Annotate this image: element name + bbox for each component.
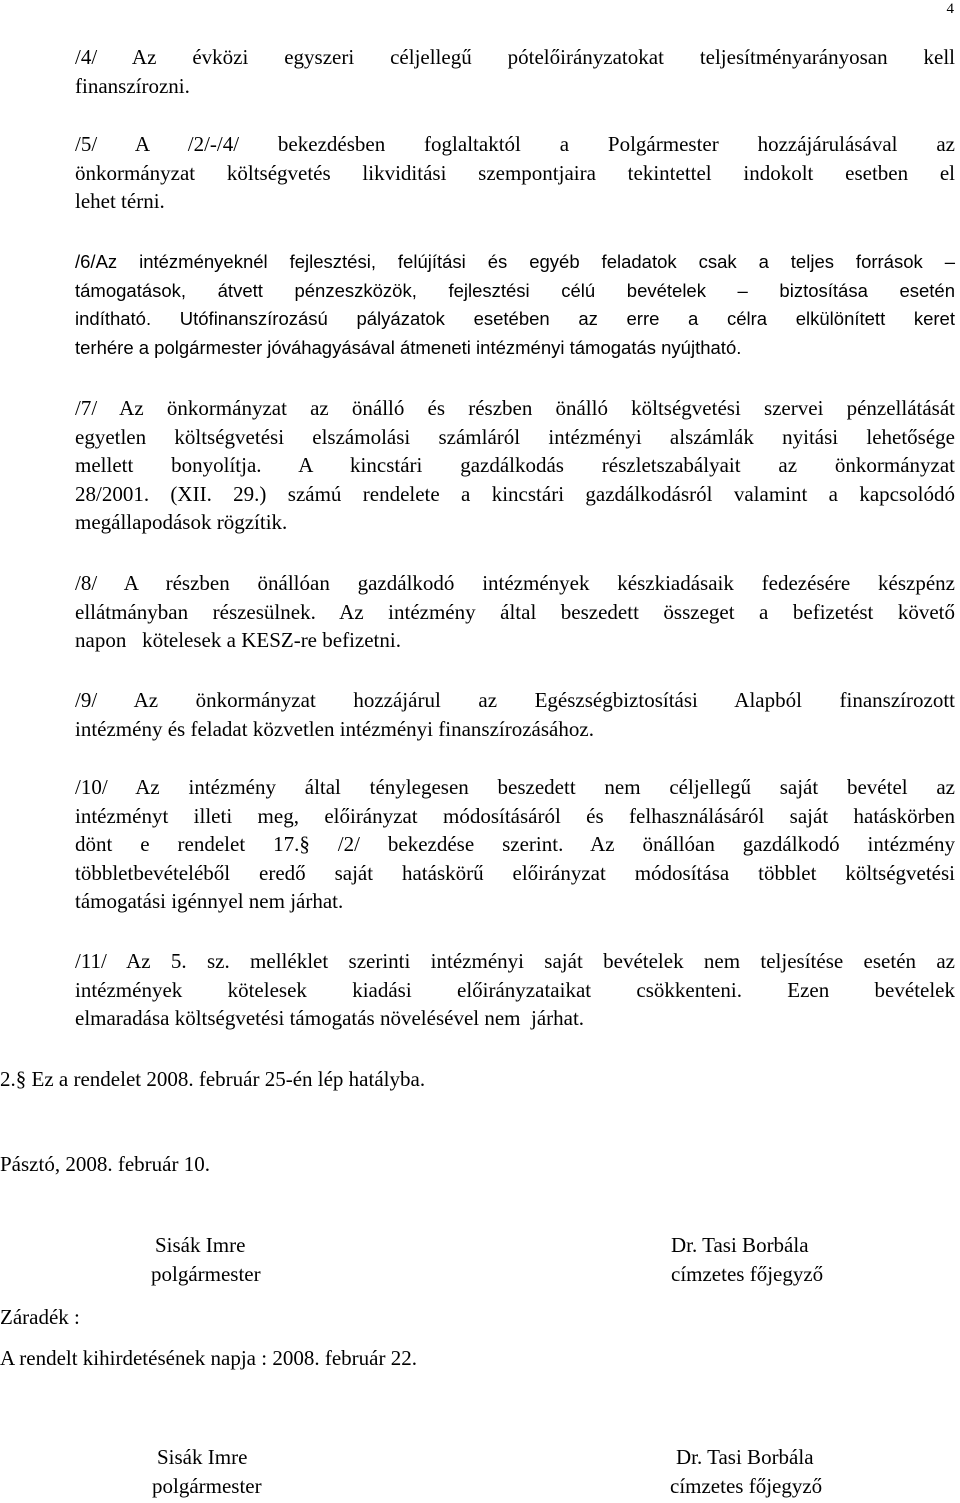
paragraph-line: támogatások, átvett pénzeszközök, fejlesztési célú bevételek – biztosítása esetén	[75, 279, 955, 301]
paragraph-10	[75, 773, 955, 916]
paragraph-line: napon kötelesek a KESZ-re befizetni.	[75, 628, 401, 652]
paragraph-line: intézmény és feladat közvetlen intézményi finanszírozásához.	[75, 716, 594, 741]
paragraph-line: lehet térni.	[75, 189, 165, 213]
zaradek-label: Záradék :	[0, 1305, 80, 1329]
section-2-effective-date: 2.§ Ez a rendelet 2008. február 25-én lép hatályba.	[0, 1067, 426, 1091]
signature-right-title: címzetes főjegyző	[671, 1262, 824, 1286]
paragraph-5	[75, 130, 955, 216]
signature-left-name: Sisák Imre	[155, 1233, 246, 1257]
paragraph-line: támogatási igénnyel nem járhat.	[75, 889, 344, 913]
announcement-date: A rendelt kihirdetésének napja : 2008. február 22.	[0, 1346, 417, 1370]
signature-left-title: polgármester	[151, 1262, 261, 1286]
paragraph-line: megállapodások rögzítik.	[75, 510, 288, 534]
paragraph-line: /5/ A /2/-/4/ bekezdésben foglaltaktól a Polgármester hozzájárulásával az	[75, 132, 955, 156]
signature-right-name: Dr. Tasi Borbála	[676, 1445, 814, 1469]
paragraph-line: egyetlen költségvetési elszámolási számláról intézményi alszámlák nyitási lehetősége	[75, 424, 955, 449]
signature-right-name: Dr. Tasi Borbála	[671, 1233, 809, 1257]
paragraph-9	[75, 686, 955, 743]
paragraph-line: indítható. Utófinanszírozású pályázatok esetében az erre a célra elkülönített keret	[75, 308, 955, 329]
signature-right-title: címzetes főjegyző	[670, 1474, 823, 1498]
paragraph-line: /7/ Az önkormányzat az önálló és részben önálló költségvetési szervei pénzellátását	[75, 396, 955, 420]
paragraph-line: intézményt illeti meg, előirányzat módosításáról és felhasználásáról saját hatáskörben	[75, 803, 955, 828]
signature-left-name: Sisák Imre	[157, 1445, 248, 1469]
paragraph-line: /11/ Az 5. sz. melléklet szerinti intézményi saját bevételek nem teljesítése esetén az	[75, 949, 955, 973]
paragraph-line: /9/ Az önkormányzat hozzájárul az Egészségbiztosítási Alapból finanszírozott	[75, 688, 955, 712]
paragraph-line: /6/Az intézményeknél fejlesztési, felújítási és egyéb feladatok csak a teljes források –	[75, 251, 955, 272]
paragraph-7	[75, 394, 955, 537]
paragraph-line: többletbevételéből eredő saját hatáskörű előirányzat módosítása többlet költségvetési	[75, 860, 955, 885]
paragraph-line: intézmények kötelesek kiadási előirányzataikat csökkenteni. Ezen bevételek	[75, 977, 955, 1002]
paragraph-line: terhére a polgármester jóváhagyásával átmeneti intézményi támogatás nyújtható.	[75, 336, 742, 358]
paragraph-6	[75, 248, 955, 362]
place-and-date: Pásztó, 2008. február 10.	[0, 1152, 210, 1176]
paragraph-8	[75, 569, 955, 655]
paragraph-4	[75, 43, 955, 100]
signature-left-title: polgármester	[152, 1474, 262, 1498]
paragraph-line: dönt e rendelet 17.§ /2/ bekezdése szerint. Az önállóan gazdálkodó intézmény	[75, 832, 955, 856]
page-number: 4	[946, 1, 954, 17]
paragraph-line: mellett bonyolítja. A kincstári gazdálkodás részletszabályait az önkormányzat	[75, 453, 955, 477]
paragraph-11	[75, 947, 955, 1033]
paragraph-line: önkormányzat költségvetés likviditási szempontjaira tekintettel indokolt esetben el	[75, 160, 955, 185]
paragraph-line: /8/ A részben önállóan gazdálkodó intézmények készkiadásaik fedezésére készpénz	[75, 571, 955, 595]
paragraph-line: finanszírozni.	[75, 73, 190, 98]
paragraph-line: /4/ Az évközi egyszeri céljellegű pótelőirányzatokat teljesítményarányosan kell	[75, 45, 955, 69]
paragraph-line: 28/2001. (XII. 29.) számú rendelete a kincstári gazdálkodásról valamint a kapcsolódó	[75, 481, 955, 506]
paragraph-line: elmaradása költségvetési támogatás növelésével nem járhat.	[75, 1006, 585, 1030]
paragraph-line: ellátmányban részesülnek. Az intézmény által beszedett összeget a befizetést követő	[75, 599, 955, 624]
paragraph-line: /10/ Az intézmény által ténylegesen beszedett nem céljellegű saját bevétel az	[75, 775, 955, 799]
